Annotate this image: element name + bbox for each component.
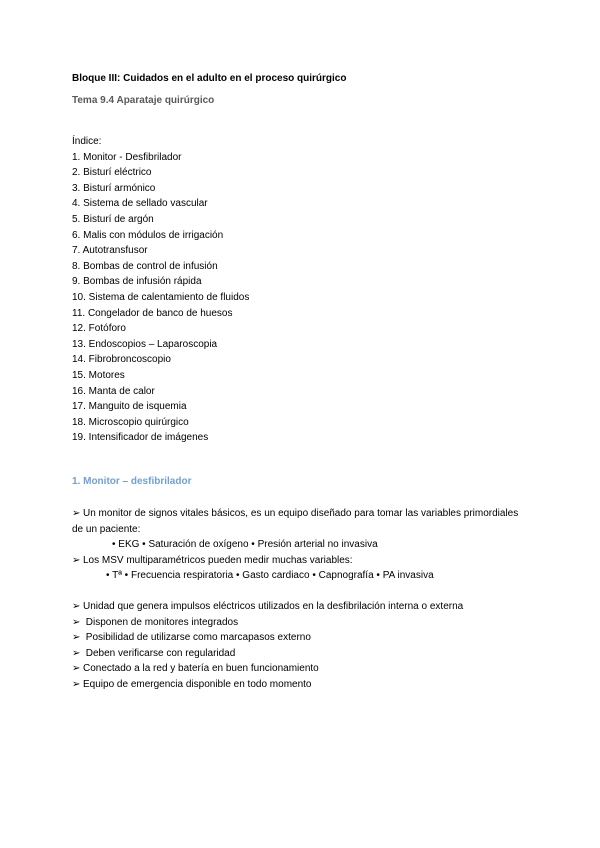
index-item: 11. Congelador de banco de huesos [72,307,233,319]
index-item: 15. Motores [72,369,125,381]
bullet-line [72,677,532,693]
bullet-line [72,630,532,646]
arrow-bullet-icon: ➢ [72,663,81,674]
index-heading: Índice: [72,136,102,147]
index-item: 13. Endoscopios – Laparoscopia [72,338,218,350]
basic-variables-list: • EKG • Saturación de oxígeno • Presión arterial no invasiva [112,539,378,550]
index-item: 5. Bisturí de argón [72,213,154,225]
monitor-intro-text: Un monitor de signos vitales básicos, es un equipo diseñado para tomar las variables primordiales de un paciente: [72,508,519,535]
index-item: 9. Bombas de infusión rápida [72,276,202,288]
index-item: 3. Bisturí armónico [72,182,156,194]
index-item: 8. Bombas de control de infusión [72,260,218,272]
bullet-line [72,553,532,569]
index-item: 6. Malis con módulos de irrigación [72,229,224,241]
arrow-bullet-icon: ➢ [72,508,81,519]
msv-intro-text: Los MSV multiparamétricos pueden medir muchas variables: [83,554,353,566]
defib-point-text: Equipo de emergencia disponible en todo momento [83,678,312,690]
index-item: 14. Fibrobroncoscopio [72,354,171,366]
bullet-line [72,599,532,615]
defib-point-text: Disponen de monitores integrados [83,616,239,628]
index-item: 1. Monitor - Desfibrilador [72,151,182,163]
monitor-description [72,506,532,584]
index-item: 17. Manguito de isquemia [72,401,187,413]
index-item: 18. Microscopio quirúrgico [72,416,189,428]
bullet-line [72,646,532,662]
arrow-bullet-icon: ➢ [72,601,81,612]
section-title: 1. Monitor – desfibrilador [72,476,192,487]
defib-point-text: Unidad que genera impulsos eléctricos utilizados en la desfibrilación interna o externa [83,601,464,612]
arrow-bullet-icon: ➢ [72,632,81,643]
index-item: 19. Intensificador de imágenes [72,432,209,444]
index-item: 2. Bisturí eléctrico [72,167,152,179]
defib-point-text: Deben verificarse con regularidad [83,647,236,659]
index-item: 12. Fotóforo [72,323,126,335]
arrow-bullet-icon: ➢ [72,647,81,659]
index-item: 16. Manta de calor [72,385,155,397]
arrow-bullet-icon: ➢ [72,678,81,690]
index-item: 4. Sistema de sellado vascular [72,198,208,210]
index-item: 7. Autotransfusor [72,245,148,257]
index-item: 10. Sistema de calentamiento de fluidos [72,291,250,303]
bullet-line [72,661,532,677]
arrow-bullet-icon: ➢ [72,616,81,628]
defib-point-text: Conectado a la red y batería en buen funcionamiento [83,663,319,674]
bullet-line [72,615,532,631]
table-of-contents [72,134,249,446]
arrow-bullet-icon: ➢ [72,554,81,566]
topic-title: Tema 9.4 Aparataje quirúrgico [72,95,215,106]
defib-point-text: Posibilidad de utilizarse como marcapasos externo [83,632,311,643]
bullet-line [72,506,532,537]
defibrillator-points [72,599,532,692]
msv-variables-list: • Tª • Frecuencia respiratoria • Gasto cardiaco • Capnografía • PA invasiva [106,570,434,581]
block-title: Bloque III: Cuidados en el adulto en el proceso quirúrgico [72,73,347,84]
